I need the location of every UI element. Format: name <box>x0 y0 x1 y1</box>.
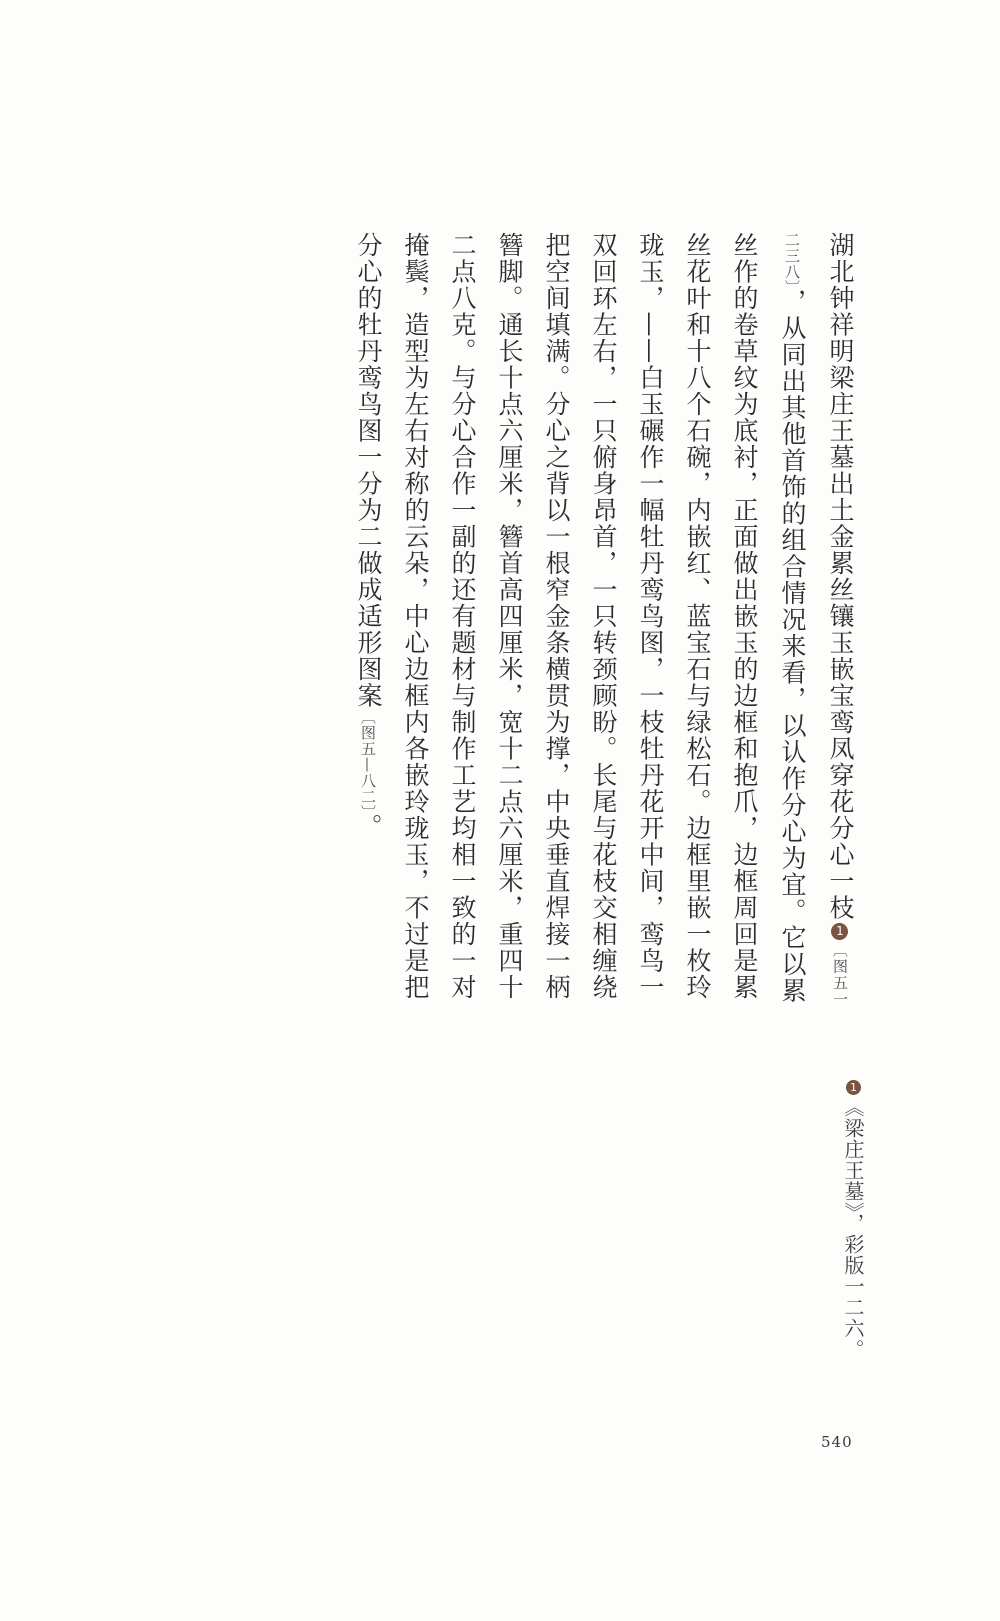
footnote-marker: 1 <box>833 923 847 940</box>
footnote <box>838 1078 868 1360</box>
footnote-number: 1 <box>847 1080 860 1095</box>
figure-reference-end: 一二三八〕 <box>783 232 849 1008</box>
vertical-body-text <box>344 232 864 1012</box>
paragraph-opening: 湖北钟祥明梁庄王墓出土金累丝镶玉嵌宝鸾凤穿花分心一枝 <box>826 232 855 921</box>
footnote-text: 《梁庄王墓》，彩版一二六。 <box>841 1097 865 1360</box>
main-paragraph <box>344 232 864 1012</box>
figure-reference-start: 〔图五 <box>831 942 849 992</box>
page-number: 540 <box>821 1433 853 1451</box>
paragraph-end-mark: 。 <box>354 813 383 840</box>
figure-reference: 〔图五—八二〕 <box>359 709 377 814</box>
paragraph-body: ，从同出其他首饰的组合情况来看，以认作分心为宜。它以累丝作的卷草纹为底衬，正面做出嵌玉的边框和抱爪，边框周回是累丝花叶和十八个石碗，内嵌红、蓝宝石与绿松石。边框里嵌一枚玲珑玉，——白玉碾作一幅牡丹鸾鸟图，一枝牡丹花开中间，鸾鸟一双回环左右，一只俯身昂首，一只转颈顾盼。长尾与花枝交相缠绕把空间填满。分心之背以一根窄金条横贯为撑，中央垂直焊接一柄簪脚。通长十点六厘米，簪首高四厘米，宽十二点六厘米，重四十二点八克。与分心合作一副的还有题材与制作工艺均相一致的一对掩鬓，造型为左右对称的云朵，中心边框内各嵌玲珑玉，不过是把分心的牡丹鸾鸟图一分为二做成适形图案 <box>354 232 807 1004</box>
